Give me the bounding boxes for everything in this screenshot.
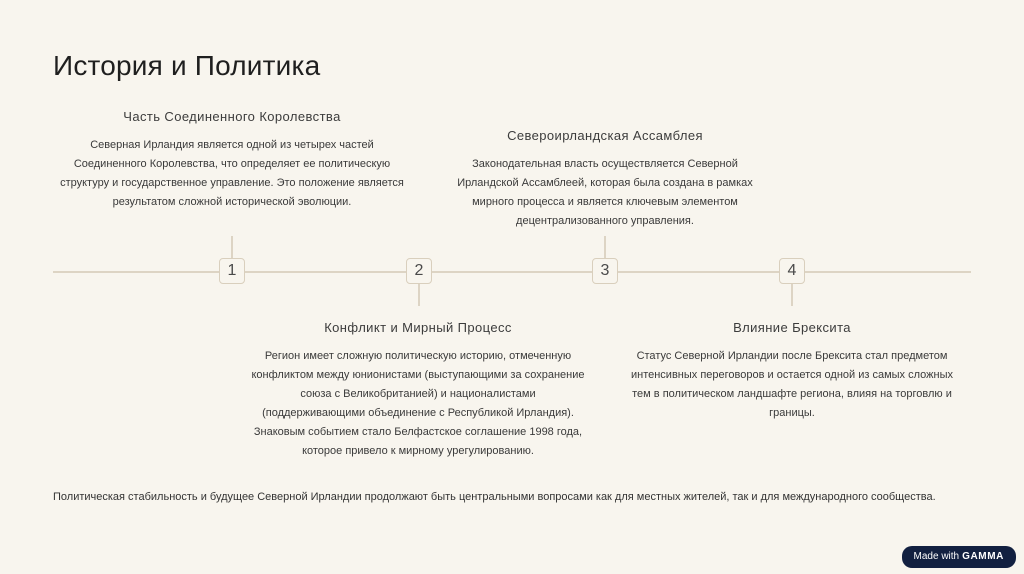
timeline-marker-4: 4 [779, 258, 805, 284]
timeline-marker-3: 3 [592, 258, 618, 284]
timeline-line [53, 271, 971, 273]
timeline-card-1 [60, 109, 404, 212]
card-text: Северная Ирландия является одной из четырех частей Соединенного Королевства, что определяет ее политическую структуру и государственное управление. Это положение является результатом сложной исторической эволюции. [60, 139, 404, 208]
made-with-gamma-badge[interactable] [902, 546, 1016, 568]
badge-brand: GAMMA [962, 551, 1004, 562]
card-text: Регион имеет сложную политическую историю, отмеченную конфликтом между юнионистами (выступающими за сохранение союза с Великобританией) и националистами (поддерживающими объединение с Республикой Ирландия). Знаковым событием стало Белфастское соглашение 1998 года, которое привело к мирному урегулированию. [251, 350, 585, 457]
card-text: Законодательная власть осуществляется Северной Ирландской Ассамблеей, которая была создана в рамках мирного процесса и является ключевым элементом децентрализованного управления. [457, 158, 753, 227]
timeline-card-3 [445, 128, 765, 231]
card-heading: Североирландская Ассамблея [507, 128, 703, 143]
card-heading: Влияние Брексита [733, 320, 851, 335]
timeline-marker-2: 2 [406, 258, 432, 284]
card-heading: Часть Соединенного Королевства [123, 109, 341, 124]
timeline-stem-2 [418, 284, 420, 306]
timeline-stem-3 [604, 236, 606, 258]
timeline-card-2 [248, 320, 588, 461]
card-heading: Конфликт и Мирный Процесс [324, 320, 512, 335]
timeline-card-4 [622, 320, 962, 423]
timeline-stem-4 [791, 284, 793, 306]
footer-text: Политическая стабильность и будущее Северной Ирландии продолжают быть центральными вопросами как для местных жителей, так и для международного сообщества. [53, 491, 936, 503]
timeline-marker-1: 1 [219, 258, 245, 284]
card-text: Статус Северной Ирландии после Брексита стал предметом интенсивных переговоров и остается одной из самых сложных тем в политическом ландшафте региона, влияя на торговлю и границы. [630, 350, 953, 419]
timeline-stem-1 [231, 236, 233, 258]
badge-prefix: Made with [913, 551, 960, 562]
page-title: История и Политика [53, 50, 321, 81]
